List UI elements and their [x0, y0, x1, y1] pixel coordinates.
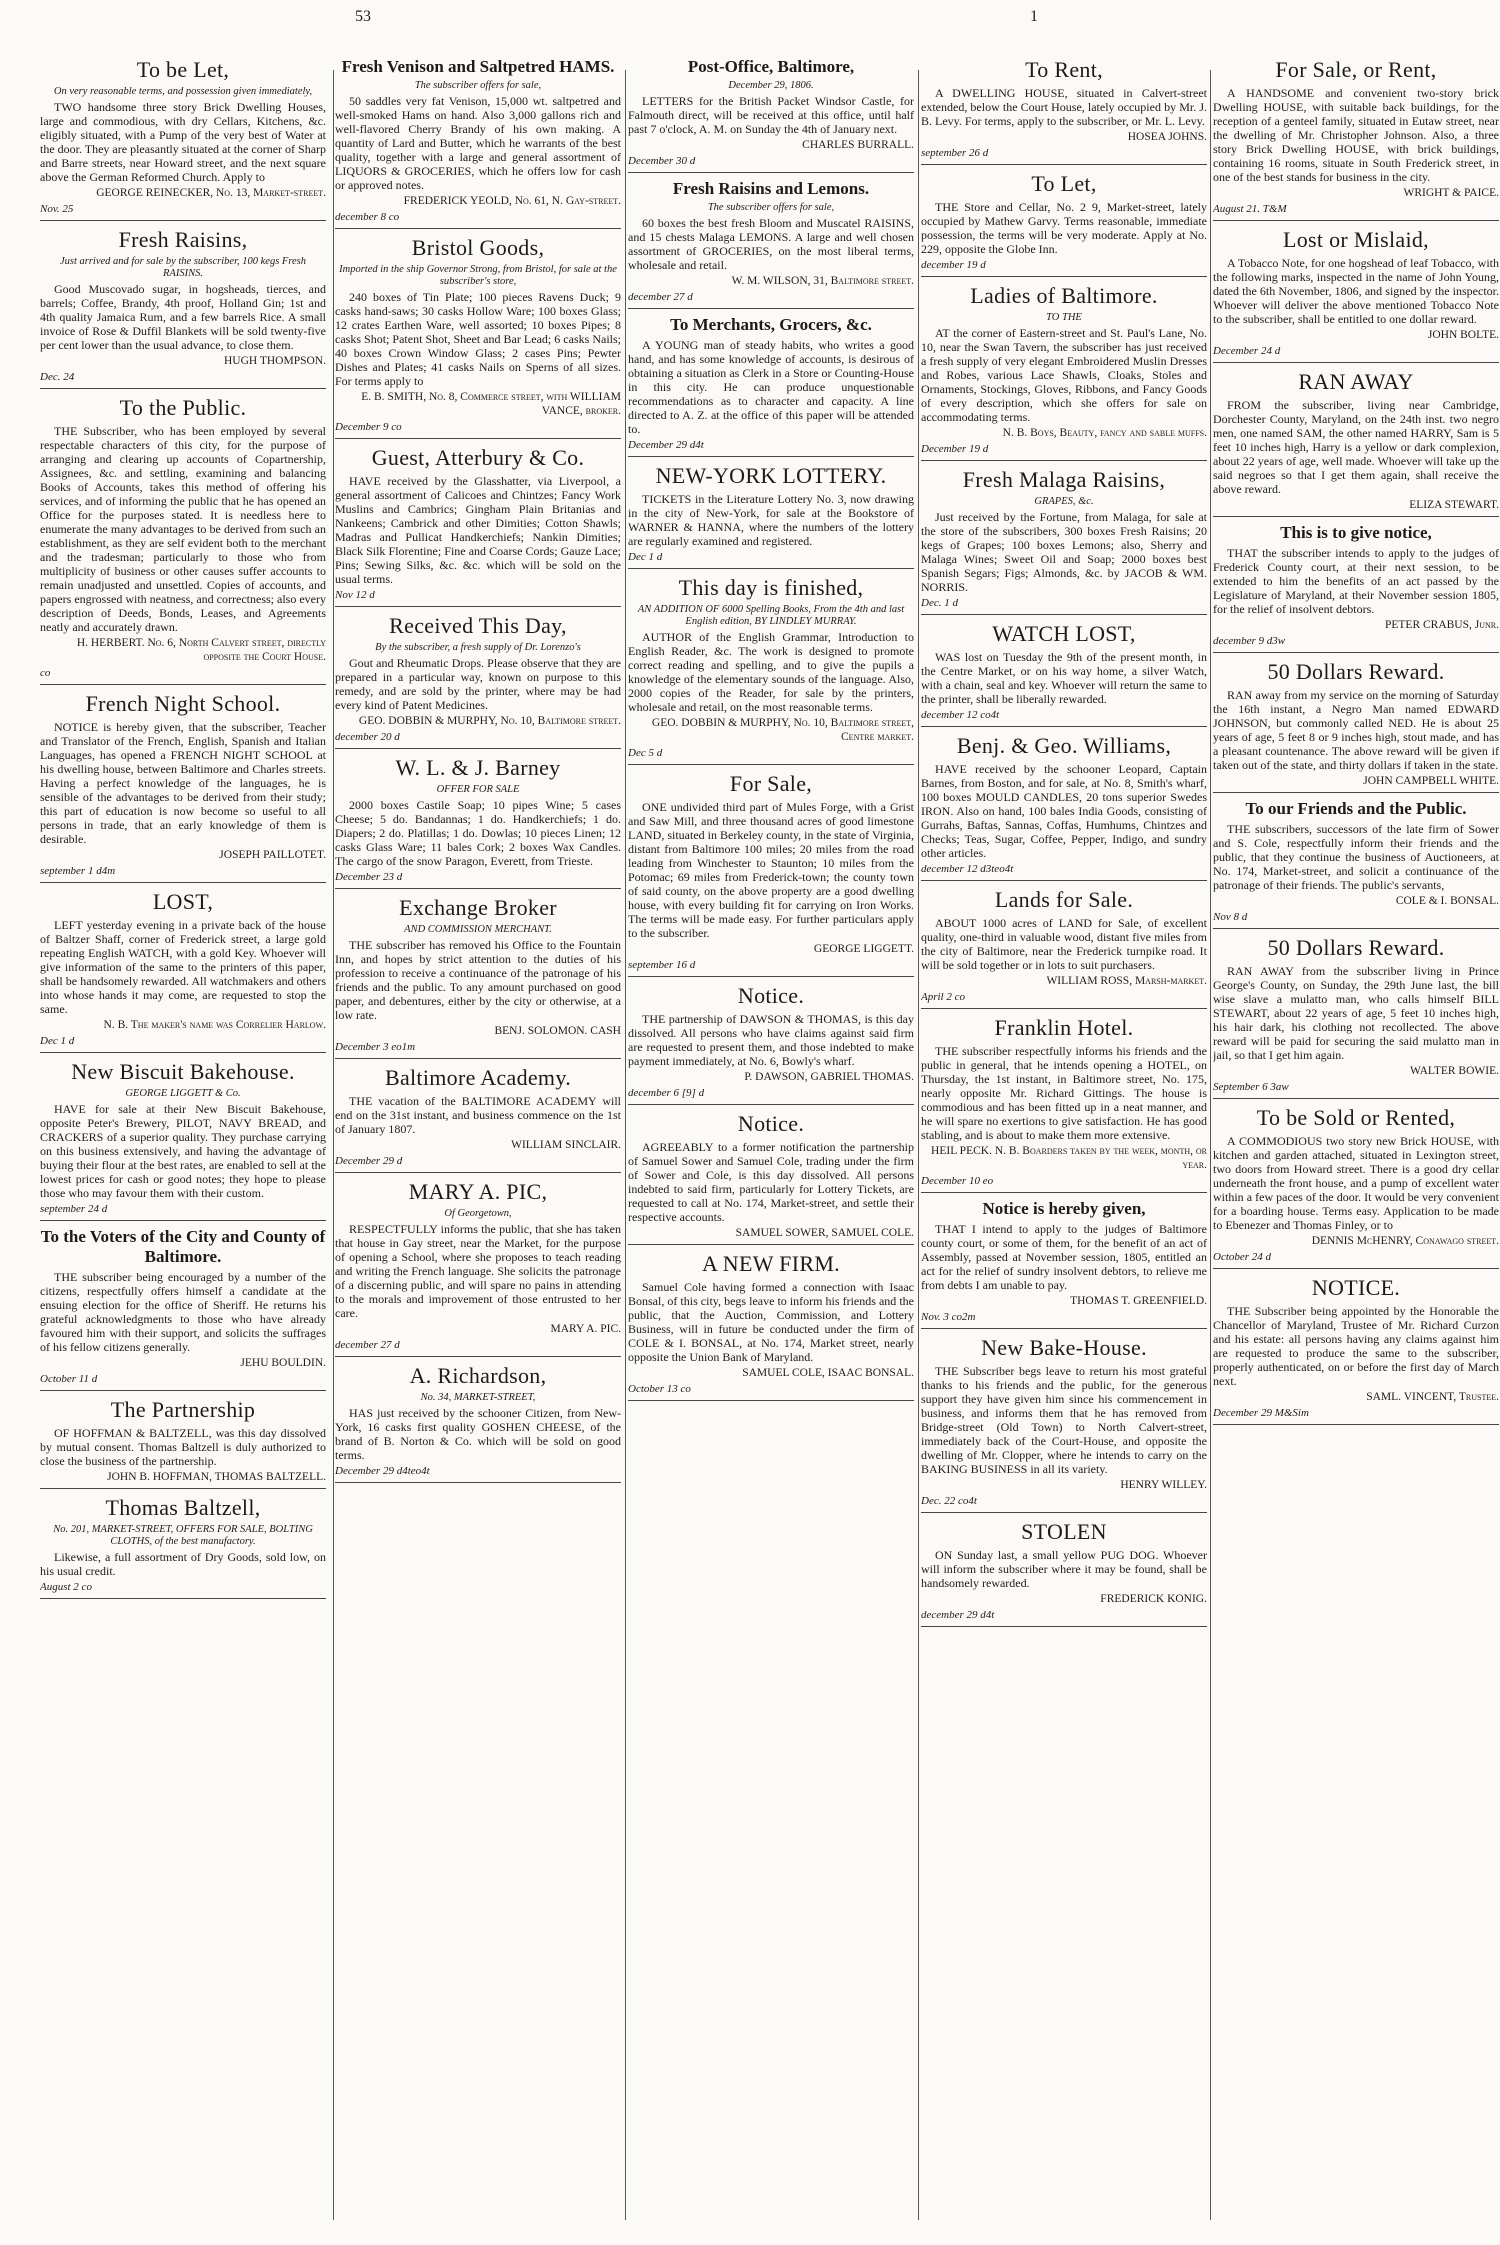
ad-title: 50 Dollars Reward.: [1267, 659, 1445, 684]
ad-signature: DENNIS McHENRY, Conawago street.: [1311, 1235, 1499, 1247]
ad-body: LEFT yesterday evening in a private back of the house of Baltzer Shaff, corner of Frederick street, a large gold repeating English WATCH, with a gold Key. Whoever will give information of the same to the printers of this paper, shall be handsomely rewarded. All watchmakers and others into whose hands it may come, are requested to stop the same.: [40, 918, 326, 1016]
advertisement: [628, 179, 914, 309]
advertisement: [335, 755, 621, 889]
ad-title: French Night School.: [85, 691, 281, 716]
advertisement: [1213, 935, 1499, 1099]
ad-signature: JOHN BOLTE.: [1427, 329, 1499, 341]
ad-subtitle: TO THE: [1046, 312, 1082, 323]
column-5: [1213, 55, 1499, 2225]
ad-body: RAN away from my service on the morning of Saturday the 16th instant, a Negro Man named EDWARD JOHNSON, but commonly called NED. He is about 25 years of age, 5 feet 8 or 9 inches high, stout made, and has a pleasant countenance. The above reward will be given if taken out of the state, and thirty dollars if taken in the state.: [1213, 688, 1499, 772]
advertisement: [628, 983, 914, 1105]
advertisement: [921, 887, 1207, 1009]
ad-body: AGREEABLY to a former notification the partnership of Samuel Sower and Samuel Cole, trading under the firm of Sower and Cole, is this day dissolved. All persons indebted to said firm, particularly for Lottery Tickets, are requested to call at No. 174, Market-street, and settle their respective accounts.: [628, 1140, 914, 1224]
ad-divider: [1213, 928, 1499, 929]
ad-signature: CHARLES BURRALL.: [802, 139, 914, 151]
ad-divider: [1213, 1268, 1499, 1269]
ad-divider: [628, 172, 914, 173]
ad-body: Likewise, a full assortment of Dry Goods, sold low, on his usual credit.: [40, 1550, 326, 1578]
ad-signature: N. B. The maker's name was Correlier Harlow.: [103, 1019, 326, 1031]
ad-subtitle: December 29, 1806.: [728, 80, 814, 91]
advertisement: [1213, 1275, 1499, 1425]
column-rule: [333, 70, 334, 2220]
ad-title: Fresh Venison and Saltpetred HAMS.: [341, 57, 615, 76]
ad-divider: [335, 438, 621, 439]
ad-signature: BENJ. SOLOMON. CASH: [494, 1025, 621, 1037]
ad-signature: WALTER BOWIE.: [1409, 1065, 1499, 1077]
ad-subtitle: No. 34, MARKET-STREET,: [420, 1392, 536, 1403]
ad-body: RESPECTFULLY informs the public, that she has taken that house in Gay street, near the Market, for the purpose of opening a School, where she proposes to teach reading and writing the French language. She solicits the patronage of a discerning public, and will spare no pains in attending to the morals and improvement of those entrusted to her care.: [335, 1222, 621, 1320]
advertisement: [335, 445, 621, 607]
ad-divider: [335, 1482, 621, 1483]
ad-divider: [628, 1244, 914, 1245]
ad-subtitle: Of Georgetown,: [444, 1208, 512, 1219]
ad-signature: COLE & I. BONSAL.: [1395, 895, 1499, 907]
ad-title: To Rent,: [1025, 57, 1103, 82]
ad-body: THE subscriber respectfully informs his friends and the public in general, that he intends opening a HOTEL, on Thursday, the 1st instant, in Baltimore street, No. 175, nearly opposite Mr. Richard Gittings. The house is commodious and has been fitted up in a neat manner, and he will spare no exertions to give satisfaction. He has good stabling, and is about to make them more extensive.: [921, 1044, 1207, 1142]
column-rule: [918, 70, 919, 2220]
advertisement: [921, 1015, 1207, 1193]
ad-date: December 23 d: [335, 871, 403, 883]
ad-title: Ladies of Baltimore.: [970, 283, 1158, 308]
ad-title: W. L. & J. Barney: [395, 755, 561, 780]
ad-date: Dec 1 d: [40, 1035, 75, 1047]
ad-body: THE Store and Cellar, No. 2 9, Market-street, lately occupied by Mathew Garvy. Terms reasonable, immediate possession, the terms will be very moderate. Apply at No. 229, opposite the Globe Inn.: [921, 200, 1207, 256]
advertisement: [1213, 523, 1499, 653]
ad-body: HAVE received by the schooner Leopard, Captain Barnes, from Boston, and for sale, at No. 8, Smith's wharf, 100 boxes MOULD CANDLES, 20 tons superior Swedes IRON. Also on hand, 100 bales India Goods, consisting of Gurrahs, Baftas, Sannas, Coffas, Humhums, Chintzes and Checks; Teas, Sugar, Coffee, Pepper, Indigo, and sundry other articles.: [921, 762, 1207, 860]
advertisement: [921, 171, 1207, 277]
ad-divider: [40, 1488, 326, 1489]
advertisement: [40, 57, 326, 221]
ad-divider: [40, 1390, 326, 1391]
column-4: [921, 55, 1207, 2225]
ad-signature: GEO. DOBBIN & MURPHY, No. 10, Baltimore street.: [358, 715, 621, 727]
ad-body: Just received by the Fortune, from Malaga, for sale at the store of the subscribers, 300 boxes Fresh Raisins; 20 kegs of Grapes; 100 boxes Lemons; also, Sherry and Malaga Wines; Sweet Oil and Soap; 2000 boxes best Spanish Segars; Figs; Almonds, &c. by JACOB & WM. NORRIS.: [921, 510, 1207, 594]
ad-body: HAVE received by the Glasshatter, via Liverpool, a general assortment of Calicoes and Chintzes; Fancy Work Muslins and Cambrics; Gingham Plain Britanias and Nankeens; Cambrick and other Dimities; Cotton Shawls; Madras and Pullicat Handkerchiefs; Nankin Dimities; Black Silk Florentine; Fine and Coarse Cords; Gauze Lace; Pins; Sewing Silks, &c. &c. which will be sold on the usual terms.: [335, 474, 621, 586]
ad-signature: JOSEPH PAILLOTET.: [219, 849, 326, 861]
ad-title: A. Richardson,: [409, 1363, 547, 1388]
ad-body: THE vacation of the BALTIMORE ACADEMY will end on the 31st instant, and business commence on the 1st of January 1807.: [335, 1094, 621, 1136]
ad-date: september 24 d: [40, 1203, 108, 1215]
ad-signature: PETER CRABUS, Junr.: [1384, 619, 1499, 631]
ad-body: THE subscriber has removed his Office to the Fountain Inn, and hopes by strict attention to the duties of his profession to receive a continuance of the patronage of his friends and the public. To any amount purchased on good paper, and debentures, either by the city or otherwise, at a low rate.: [335, 938, 621, 1022]
advertisement: [40, 1495, 326, 1599]
ad-signature: ELIZA STEWART.: [1409, 499, 1499, 511]
ad-date: Nov 12 d: [335, 589, 375, 601]
ad-date: Dec. 24: [40, 371, 75, 383]
ad-title: WATCH LOST,: [992, 621, 1136, 646]
advertisement: [921, 621, 1207, 727]
ad-body: A YOUNG man of steady habits, who writes a good hand, and has some knowledge of accounts, is desirous of obtaining a situation as Clerk in a Store or Counting-House in this city. He can produce unquestionable recommendations as to character and capacity. A line directed to A. Z. at the office of this paper will be attended to.: [628, 338, 914, 436]
ad-body: 60 boxes the best fresh Bloom and Muscatel RAISINS, and 15 chests Malaga LEMONS. A large and well chosen assortment of GROCERIES, on the most liberal terms, wholesale and retail.: [628, 216, 914, 272]
advertisement: [335, 895, 621, 1059]
ad-body: THE Subscriber begs leave to return his most grateful thanks to his friends and the public, for the generous support they have given him since his commencement in business, and informs them that he has removed from Bridge-street (Old Town) to North Calvert-street, immediately back of the Court-House, and opposite the dwelling of Mr. Clopper, where he intends to carry on the BAKING BUSINESS in all its variety.: [921, 1364, 1207, 1476]
advertisement: [628, 771, 914, 977]
ad-signature: GEORGE REINECKER, No. 13, Market-street.: [96, 187, 326, 199]
ad-title: Notice.: [737, 1111, 805, 1136]
ad-date: August 21. T&M: [1213, 203, 1287, 215]
ad-date: december 20 d: [335, 731, 400, 743]
advertisement: [40, 889, 326, 1053]
ad-date: december 27 d: [628, 291, 693, 303]
ad-subtitle: The subscriber offers for sale,: [707, 202, 835, 213]
ad-divider: [921, 276, 1207, 277]
ad-signature: N. B. Boys, Beauty, fancy and sable muffs.: [1002, 427, 1207, 439]
ad-body: THE subscriber being encouraged by a number of the citizens, respectfully offers himself a candidate at the ensuing election for the office of Sheriff. He returns his grateful acknowledgments to those who have already favoured him with their support, and solicits the suffrages of his fellow citizens generally.: [40, 1270, 326, 1354]
ad-signature: SAMUEL SOWER, SAMUEL COLE.: [735, 1227, 914, 1239]
ad-date: Dec. 1 d: [921, 597, 958, 609]
ad-divider: [628, 308, 914, 309]
ad-divider: [921, 1008, 1207, 1009]
ad-body: 50 saddles very fat Venison, 15,000 wt. saltpetred and well-smoked Hams on hand. Also 3,000 gallons rich and well-flavored Cherry Brandy of his own making. A quantity of Lard and Butter, which he warrants of the best quality, together with a large and general assortment of LIQUORS & GROCERIES, which he offers low for cash or approved notes.: [335, 94, 621, 192]
ad-signature: SAML. VINCENT, Trustee.: [1366, 1391, 1499, 1403]
ad-date: October 11 d: [40, 1373, 98, 1385]
ad-body: TICKETS in the Literature Lottery No. 3, now drawing in the city of New-York, for sale at the Bookstore of WARNER & HANNA, where the numbers of the lottery are regularly examined and registered.: [628, 492, 914, 548]
ad-body: ABOUT 1000 acres of LAND for Sale, of excellent quality, one-third in valuable wood, distant five miles from the city of Baltimore, near the Frederick turnpike road. It will be sold together or in lots to suit purchasers.: [921, 916, 1207, 972]
ad-date: August 2 co: [40, 1581, 92, 1593]
ad-title: Notice is hereby given,: [982, 1199, 1146, 1218]
ad-divider: [1213, 220, 1499, 221]
ad-subtitle: OFFER FOR SALE: [436, 784, 520, 795]
ad-signature: HOSEA JOHNS.: [1127, 131, 1207, 143]
ad-date: Nov. 3 co2m: [921, 1311, 976, 1323]
advertisement: [335, 1179, 621, 1357]
ad-title: NOTICE.: [1311, 1275, 1401, 1300]
ad-date: september 26 d: [921, 147, 989, 159]
advertisement: [921, 283, 1207, 461]
ad-title: To our Friends and the Public.: [1245, 799, 1467, 818]
ad-title: Bristol Goods,: [411, 235, 545, 260]
ad-title: To the Public.: [119, 395, 247, 420]
ad-title: Post-Office, Baltimore,: [687, 57, 855, 76]
ad-title: 50 Dollars Reward.: [1267, 935, 1445, 960]
advertisement: [40, 395, 326, 685]
ad-signature: THOMAS T. GREENFIELD.: [1070, 1295, 1207, 1307]
ad-divider: [1213, 1424, 1499, 1425]
ad-body: HAS just received by the schooner Citizen, from New-York, 16 casks first quality GOSHEN CHEESE, of the brand of B. Norton & Co. which will be sold on good terms.: [335, 1406, 621, 1462]
ad-title: For Sale, or Rent,: [1275, 57, 1437, 82]
ad-divider: [335, 606, 621, 607]
ad-title: To the Voters of the City and County of Baltimore.: [40, 1227, 326, 1266]
ad-body: A HANDSOME and convenient two-story brick Dwelling HOUSE, with suitable back buildings, for the reception of a genteel family, situated in Eutaw street, near the dwelling of Mr. Christopher Johnson. Also, a three story Brick Dwelling HOUSE, with brick buildings, containing 16 rooms, situate in South Frederick street, in one of the best stands for business in the city.: [1213, 86, 1499, 184]
ad-title: To Merchants, Grocers, &c.: [670, 315, 872, 334]
ad-title: Notice.: [737, 983, 805, 1008]
advertisement: [921, 57, 1207, 165]
ad-body: OF HOFFMAN & BALTZELL, was this day dissolved by mutual consent. Thomas Baltzell is duly authorized to close the business of the partnership.: [40, 1426, 326, 1468]
advertisement: [1213, 57, 1499, 221]
ad-body: 240 boxes of Tin Plate; 100 pieces Ravens Duck; 9 casks hand-saws; 30 casks Hollow Ware; 100 boxes Glass; 12 crates Earthen Ware, well assorted; 10 boxes Pipes; 8 casks Shot; Patent Shot, Sheet and Bar Lead; 6 casks Nails; 40 boxes Crown Window Glass; 2 cases Pins; Pewter Dishes and Plates; 41 casks Nails on Sperns of all sizes. For terms apply to: [335, 290, 621, 388]
advertisement: [1213, 799, 1499, 929]
ad-divider: [40, 220, 326, 221]
advertisement: [1213, 369, 1499, 517]
ad-body: Gout and Rheumatic Drops. Please observe that they are prepared in a particular way, known on purpose to this remedy, and are sold by the printer, where may be had every kind of Patent Medicines.: [335, 656, 621, 712]
ad-title: RAN AWAY: [1298, 369, 1414, 394]
ad-title: For Sale,: [729, 771, 813, 796]
ad-body: HAVE for sale at their New Biscuit Bakehouse, opposite Peter's Brewery, PILOT, NAVY BREAD, and CRACKERS of a superior quality. They purchase carrying on this business extensively, and having the advantage of buying their flour at the best rates, are enabled to sell at the lowest prices for cash or good notes; they hope to please those who may favour them with their custom.: [40, 1102, 326, 1200]
ad-divider: [40, 684, 326, 685]
ad-signature: WILLIAM ROSS, Marsh-market.: [1046, 975, 1207, 987]
page-mark-left: 53: [355, 8, 371, 25]
ad-signature: SAMUEL COLE, ISAAC BONSAL.: [742, 1367, 914, 1379]
ad-signature: FREDERICK KONIG.: [1100, 1593, 1207, 1605]
ad-body: WAS lost on Tuesday the 9th of the present month, in the Centre Market, or on his way home, a silver Watch, with a chain, seal and key. Whoever will return the same to the printer, shall be liberally rewarded.: [921, 650, 1207, 706]
ad-title: Franklin Hotel.: [994, 1015, 1134, 1040]
ad-divider: [40, 1220, 326, 1221]
ad-date: December 29 d4t: [628, 439, 704, 451]
ad-title: Benj. & Geo. Williams,: [956, 733, 1172, 758]
advertisement: [1213, 659, 1499, 793]
ad-body: A Tobacco Note, for one hogshead of leaf Tobacco, with the following marks, inspected in the name of John Young, dated the 6th November, 1806, and signed by the inspector. Whoever will deliver the above mentioned Tobacco Note to the subscriber, shall be entitled to one dollar reward.: [1213, 256, 1499, 326]
ad-divider: [921, 164, 1207, 165]
ad-divider: [1213, 652, 1499, 653]
ad-title: Fresh Malaga Raisins,: [962, 467, 1166, 492]
ad-date: december 12 co4t: [921, 709, 1000, 721]
ad-subtitle: AN ADDITION OF 6000 Spelling Books, From the 4th and last English edition, BY LINDLEY MURRAY.: [637, 604, 905, 627]
ad-body: Samuel Cole having formed a connection with Isaac Bonsal, of this city, begs leave to inform his friends and the public, that the Auction, Commission, and Lottery Business, will in future be conducted under the firm of COLE & I. BONSAL, at No. 174, Market street, nearly opposite the Union Bank of Maryland.: [628, 1280, 914, 1364]
ad-divider: [1213, 1098, 1499, 1099]
ad-signature: GEORGE LIGGETT.: [813, 943, 914, 955]
ad-signature: HUGH THOMPSON.: [223, 355, 326, 367]
ad-divider: [335, 1172, 621, 1173]
ad-date: December 30 d: [628, 155, 696, 167]
advertisement: [921, 467, 1207, 615]
ad-body: THE partnership of DAWSON & THOMAS, is this day dissolved. All persons who have claims against said firm are requested to present them, and those indebted to make payment immediately, at No. 6, Bowly's wharf.: [628, 1012, 914, 1068]
column-3: [628, 55, 914, 2225]
ad-body: ONE undivided third part of Mules Forge, with a Grist and Saw Mill, and three thousand acres of good limestone LAND, situated in Berkeley county, in the state of Virginia, distant from Baltimore 100 miles; 20 miles from the road leading from Winchester to Staunton; 10 miles from the Potomac; 69 miles from Frederick-town; the county town of said county, on the above property are a good dwelling house, with every building fit for carrying on Iron Works. The terms will be made easy. For further particulars apply to the subscriber.: [628, 800, 914, 940]
ad-title: STOLEN: [1021, 1519, 1107, 1544]
ad-divider: [921, 1512, 1207, 1513]
ad-date: December 10 eo: [921, 1175, 994, 1187]
ad-title: New Bake-House.: [981, 1335, 1147, 1360]
ad-signature: GEO. DOBBIN & MURPHY, No. 10, Baltimore street, Centre market.: [651, 717, 914, 743]
ad-date: december 19 d: [921, 259, 986, 271]
ad-divider: [335, 1058, 621, 1059]
ad-date: december 8 co: [335, 211, 400, 223]
ad-signature: W. M. WILSON, 31, Baltimore street.: [731, 275, 914, 287]
ad-signature: MARY A. PIC.: [550, 1323, 621, 1335]
ad-body: LETTERS for the British Packet Windsor Castle, for Falmouth direct, will be received at this office, until half past 7 o'clock, A. M. on Sunday the 4th of January next.: [628, 94, 914, 136]
advertisement: [628, 1111, 914, 1245]
advertisement: [628, 463, 914, 569]
ad-divider: [40, 388, 326, 389]
ad-divider: [628, 976, 914, 977]
ad-subtitle: GEORGE LIGGETT & Co.: [125, 1088, 241, 1099]
ad-subtitle: On very reasonable terms, and possession given immediately,: [53, 86, 313, 97]
ad-title: To be Let,: [136, 57, 230, 82]
ad-title: The Partnership: [110, 1397, 256, 1422]
ad-date: April 2 co: [921, 991, 965, 1003]
ad-subtitle: By the subscriber, a fresh supply of Dr. Lorenzo's: [375, 642, 581, 653]
ad-title: Received This Day,: [389, 613, 567, 638]
ad-date: Nov 8 d: [1213, 911, 1248, 923]
ad-body: A COMMODIOUS two story new Brick HOUSE, with kitchen and garden attached, situated in Lexington street, two doors from Howard street. There is a good dry cellar underneath the front house, and a pump of excellent water within a few paces of the door. It would be very convenient for a boarding house. Terms easy. Application to be made to Ebenezer and Thomas Finley, or to: [1213, 1134, 1499, 1232]
ad-signature: JOHN CAMPBELL WHITE.: [1363, 775, 1499, 787]
ad-date: Dec. 22 co4t: [921, 1495, 977, 1507]
ad-divider: [628, 568, 914, 569]
ad-subtitle: GRAPES, &c.: [1034, 496, 1094, 507]
ad-date: December 3 eo1m: [335, 1041, 416, 1053]
ad-divider: [335, 1356, 621, 1357]
ad-title: Fresh Raisins and Lemons.: [672, 179, 870, 198]
ad-body: FROM the subscriber, living near Cambridge, Dorchester County, Maryland, on the 24th inst. two negro men, one named SAM, the other named HARRY, Sam is 5 feet 10 inches high, Harry is a yellow or dark complexion, about 22 years of age, well made. Whoever will take up the said negroes so that I get them again, shall receive the above reward.: [1213, 398, 1499, 496]
ad-date: December 29 M&Sim: [1213, 1407, 1309, 1419]
ad-divider: [40, 1598, 326, 1599]
advertisement: [1213, 227, 1499, 363]
ad-body: THAT the subscriber intends to apply to the judges of Frederick County court, at their next session, to be extended to him the benefits of an act passed by the Legislature of Maryland, at their November session 1805, for the relief of insolvent debtors.: [1213, 546, 1499, 616]
ad-title: Fresh Raisins,: [118, 227, 248, 252]
page-mark-right: 1: [1030, 8, 1038, 25]
advertisement: [921, 1519, 1207, 1627]
ad-date: december 9 d3w: [1213, 635, 1286, 647]
ad-date: Dec 5 d: [628, 747, 663, 759]
ad-signature: P. DAWSON, GABRIEL THOMAS.: [744, 1071, 914, 1083]
ad-divider: [921, 1192, 1207, 1193]
ad-divider: [628, 456, 914, 457]
ad-date: December 24 d: [1213, 345, 1281, 357]
ad-divider: [921, 460, 1207, 461]
ad-title: LOST,: [152, 889, 214, 914]
ad-body: 2000 boxes Castile Soap; 10 pipes Wine; 5 cases Cheese; 5 do. Bandannas; 1 do. Handkerchiefs; 1 do. Diapers; 2 do. Platillas; 1 do. Dowlas; 10 pieces Linen; 12 casks Glass Ware; 11 bales Cork; 2 boxes Wax Candles. The cargo of the snow Paragon, Everett, from Trieste.: [335, 798, 621, 868]
column-1: [40, 55, 326, 2225]
ad-title: Guest, Atterbury & Co.: [371, 445, 585, 470]
ad-body: TWO handsome three story Brick Dwelling Houses, large and commodious, with dry Cellars, Kitchens, &c. eligibly situated, with a Pump of the very best of Water at the door. They are pleasantly situated at the corner of Sharp and Barre streets, near Howard street, and the next square above the German Reformed Church. Apply to: [40, 100, 326, 184]
ad-signature: JEHU BOULDIN.: [240, 1357, 326, 1369]
ad-date: October 13 co: [628, 1383, 691, 1395]
ad-body: A DWELLING HOUSE, situated in Calvert-street extended, below the Court House, lately occupied by Mr. J. B. Levy. For terms, apply to the subscriber, or Mr. L. Levy.: [921, 86, 1207, 128]
ad-title: New Biscuit Bakehouse.: [71, 1059, 295, 1084]
advertisement: [335, 613, 621, 749]
ad-divider: [628, 764, 914, 765]
advertisement: [40, 691, 326, 883]
ad-subtitle: AND COMMISSION MERCHANT.: [404, 924, 552, 935]
advertisement: [921, 1335, 1207, 1513]
ad-signature: WRIGHT & PAICE.: [1403, 187, 1499, 199]
ad-subtitle: Just arrived and for sale by the subscriber, 100 kegs Fresh RAISINS.: [59, 256, 307, 279]
advertisement: [40, 1059, 326, 1221]
ad-divider: [628, 1400, 914, 1401]
ad-title: Lands for Sale.: [994, 887, 1134, 912]
ad-subtitle: The subscriber offers for sale,: [414, 80, 542, 91]
ad-date: December 29 d: [335, 1155, 403, 1167]
ad-body: ON Sunday last, a small yellow PUG DOG. Whoever will inform the subscriber where it may be found, shall be handsomely rewarded.: [921, 1548, 1207, 1590]
advertisement: [40, 1227, 326, 1391]
ad-divider: [1213, 516, 1499, 517]
ad-body: AT the corner of Eastern-street and St. Paul's Lane, No. 10, near the Swan Tavern, the subscriber has just received a fresh supply of very elegant Embroidered Muslin Dresses and Robes, various Lace Shawls, Cloaks, Stoles and Ornaments, Stockings, Gloves, Ribbons, and Fancy Goods of every description, which she offers for sale on accommodating terms.: [921, 326, 1207, 424]
ad-signature: JOHN B. HOFFMAN, THOMAS BALTZELL.: [107, 1471, 326, 1483]
advertisement: [40, 227, 326, 389]
column-rule: [1210, 70, 1211, 2220]
ad-signature: E. B. SMITH, No. 8, Commerce street, with WILLIAM VANCE, broker.: [361, 391, 621, 417]
ad-title: Baltimore Academy.: [384, 1065, 572, 1090]
advertisement: [335, 1363, 621, 1483]
ad-date: September 6 3aw: [1213, 1081, 1289, 1093]
ad-title: To be Sold or Rented,: [1256, 1105, 1456, 1130]
ad-divider: [921, 1626, 1207, 1627]
ad-date: december 6 [9] d: [628, 1087, 705, 1099]
ad-divider: [628, 1104, 914, 1105]
ad-divider: [921, 880, 1207, 881]
ad-divider: [335, 228, 621, 229]
ad-date: december 12 d3teo4t: [921, 863, 1014, 875]
ad-date: December 19 d: [921, 443, 989, 455]
ad-body: RAN AWAY from the subscriber living in Prince George's County, on Sunday, the 29th June last, the bill wise slave a mulatto man, who calls himself BILL STEWART, about 22 years of age, 5 feet 10 inches high, his hair dark, his clothing not recollected. The above reward will be paid for securing the said mulatto man in jail, so that I get him again.: [1213, 964, 1499, 1062]
ad-body: THAT I intend to apply to the judges of Baltimore county court, or some of them, for the benefit of an act of Assembly, passed at November session, 1805, entitled an act for the relief of sundry insolvent debtors, to relieve me from debts I am unable to pay.: [921, 1222, 1207, 1292]
ad-divider: [335, 888, 621, 889]
ad-date: september 16 d: [628, 959, 696, 971]
column-2: [335, 55, 621, 2225]
ad-signature: HEIL PECK. N. B. Boarders taken by the week, month, or year.: [931, 1145, 1207, 1171]
ad-signature: WILLIAM SINCLAIR.: [511, 1139, 621, 1151]
ad-date: december 27 d: [335, 1339, 400, 1351]
ad-signature: H. HERBERT. No. 6, North Calvert street, directly opposite the Court House.: [76, 637, 326, 663]
advertisement: [921, 1199, 1207, 1329]
ad-body: THE Subscriber, who has been employed by several respectable characters of this city, for the purpose of arranging and clearing up accounts of Copartnership, Assignees, &c. and settling, examining and balancing Books of Accounts, takes this method of offering his services, and of informing the public that he has opened an Office for the purposes stated. It is needless here to enumerate the many advantages to be derived from such an establishment, as they are self evident both to the merchant and the tradesman; particularly to those who from multiplicity of business or other causes suffer accounts to remain unadjusted and unsettled. Copies of accounts, and papers engrossed with neatness, and correctness; also every description of Deeds, Bonds, Leases, and Agreements neatly and accurately drawn.: [40, 424, 326, 634]
ad-title: Exchange Broker: [399, 895, 557, 920]
ad-divider: [921, 1328, 1207, 1329]
ad-date: co: [40, 667, 51, 679]
ad-divider: [1213, 792, 1499, 793]
ad-title: MARY A. PIC,: [408, 1179, 548, 1204]
advertisement: [628, 315, 914, 457]
ad-divider: [40, 882, 326, 883]
ad-title: Thomas Baltzell,: [105, 1495, 261, 1520]
advertisement: [1213, 1105, 1499, 1269]
advertisement: [921, 733, 1207, 881]
ad-title: This is to give notice,: [1280, 523, 1432, 542]
ad-signature: FREDERICK YEOLD, No. 61, N. Gay-street.: [403, 195, 621, 207]
ad-subtitle: Imported in the ship Governor Strong, from Bristol, for sale at the subscriber's store,: [339, 264, 617, 287]
advertisement: [628, 57, 914, 173]
ad-title: To Let,: [1031, 171, 1097, 196]
ad-date: september 1 d4m: [40, 865, 116, 877]
column-rule: [625, 70, 626, 2220]
ad-date: Dec 1 d: [628, 551, 663, 563]
ad-date: December 9 co: [335, 421, 402, 433]
ad-date: October 24 d: [1213, 1251, 1272, 1263]
ad-date: Nov. 25: [40, 203, 74, 215]
ad-title: A NEW FIRM.: [702, 1251, 840, 1276]
advertisement: [628, 1251, 914, 1401]
ad-date: December 29 d4teo4t: [335, 1465, 430, 1477]
ad-title: Lost or Mislaid,: [1283, 227, 1429, 252]
advertisement: [40, 1397, 326, 1489]
ad-body: NOTICE is hereby given, that the subscriber, Teacher and Translator of the French, English, Spanish and Italian Languages, has opened a FRENCH NIGHT SCHOOL at his dwelling house, between Baltimore and Charles streets. Having a perfect knowledge of the languages, he is sensible of the advantages to be derived from their study; this part of education is now become so useful to all persons in trade, that an early knowledge of them is desirable.: [40, 720, 326, 846]
ad-divider: [335, 748, 621, 749]
advertisement: [335, 57, 621, 229]
ad-title: NEW-YORK LOTTERY.: [655, 463, 887, 488]
ad-body: Good Muscovado sugar, in hogsheads, tierces, and barrels; Coffee, Brandy, 4th proof, Holland Gin; 1st and 4th quality Jamaica Rum, and a few barrels Rice. A small invoice of Rose & Duffil Blankets will be sold twenty-five per cent lower than the usual advance, to close them.: [40, 282, 326, 352]
ad-body: THE Subscriber being appointed by the Honorable the Chancellor of Maryland, Trustee of Mr. Richard Curzon and his estate: all persons having any claims against him are requested to produce the same to the subscriber, properly authenticated, on or before the first day of March next.: [1213, 1304, 1499, 1388]
ad-divider: [921, 614, 1207, 615]
ad-divider: [921, 726, 1207, 727]
ad-body: AUTHOR of the English Grammar, Introduction to English Reader, &c. The work is designed to promote correct reading and spelling, and to give the pupils a knowledge of the elementary sounds of the language. Also, 2000 copies of the Reader, for sale by the printers, wholesale and retail, on the most reasonable terms.: [628, 630, 914, 714]
ad-subtitle: No. 201, MARKET-STREET, OFFERS FOR SALE, BOLTING CLOTHS, of the best manufactory.: [53, 1524, 313, 1547]
ad-signature: HENRY WILLEY.: [1120, 1479, 1207, 1491]
ad-title: This day is finished,: [678, 575, 864, 600]
advertisement: [335, 235, 621, 439]
advertisement: [335, 1065, 621, 1173]
ad-divider: [40, 1052, 326, 1053]
advertisement: [628, 575, 914, 765]
ad-date: december 29 d4t: [921, 1609, 995, 1621]
ad-body: THE subscribers, successors of the late firm of Sower and S. Cole, respectfully inform their friends and the public, that they continue the business of Auctioneers, at No. 174, Market-street, and solicit a continuance of the patronage of their friends. The public's servants,: [1213, 822, 1499, 892]
ad-divider: [1213, 362, 1499, 363]
